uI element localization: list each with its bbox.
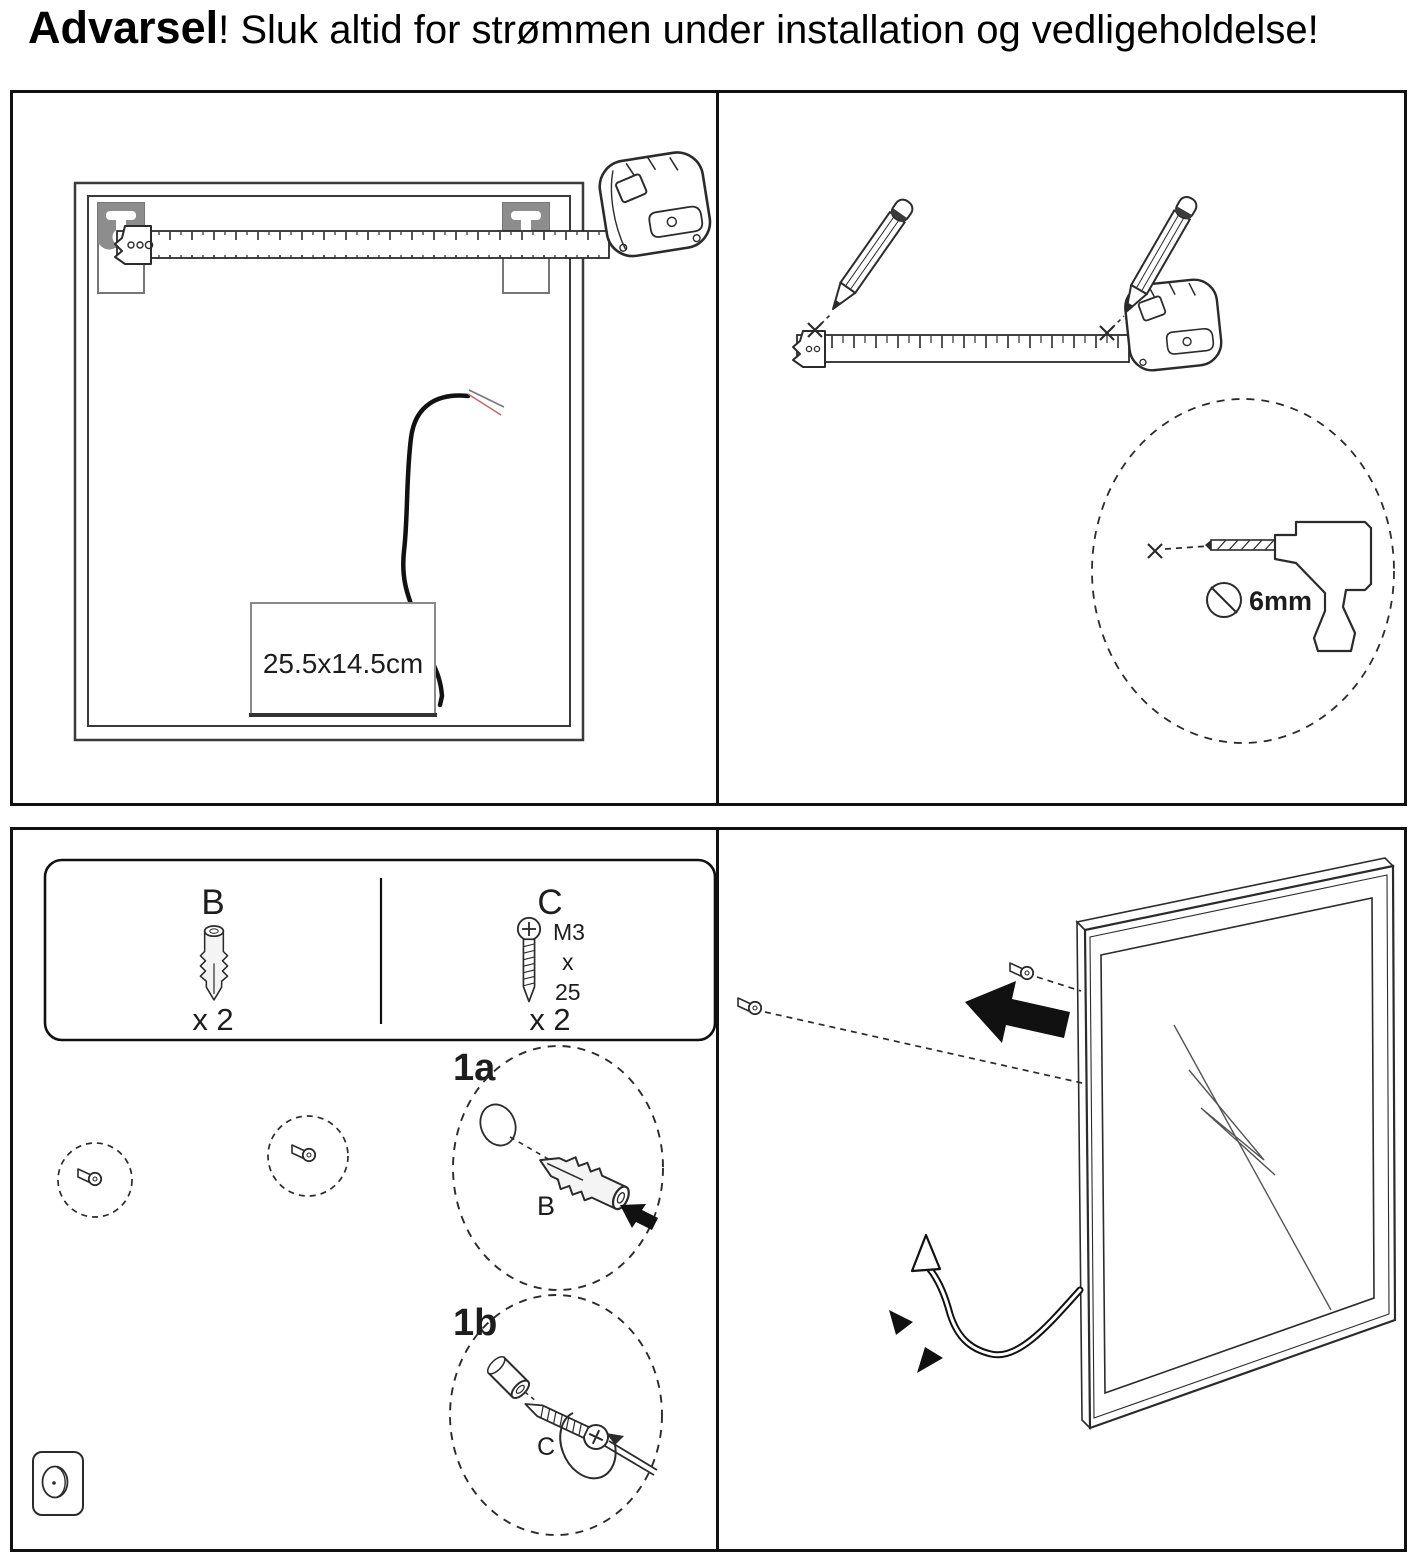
drill-diameter-label: 6mm — [1249, 586, 1313, 616]
step2-diagram — [719, 93, 1404, 803]
panel-step4-mount — [716, 827, 1407, 1552]
screwdriver-icon — [605, 1441, 657, 1475]
detail-1b — [450, 1295, 662, 1535]
insert-arrow-icon — [620, 1204, 658, 1230]
pencil-icon — [826, 197, 916, 315]
wall-mark-icon — [58, 1143, 132, 1217]
warning-word: Advarsel — [28, 2, 219, 53]
screw-icon — [1010, 963, 1033, 979]
detail-1b-part-label: C — [536, 1433, 556, 1461]
part-c-spec-line2: x — [562, 949, 574, 975]
mirror-icon — [1077, 858, 1395, 1428]
wall-mark-icon — [268, 1116, 348, 1196]
x-mark-icon — [1148, 544, 1162, 558]
warning-text: ! Sluk altid for strømmen under installation og vedligeholdelse! — [218, 8, 1319, 52]
panel-step2-mark-drill — [716, 90, 1407, 806]
part-b-qty: x 2 — [192, 1002, 234, 1037]
mount-arrow-icon — [965, 981, 1070, 1043]
part-c-label: C — [537, 883, 563, 922]
screw-icon — [520, 1393, 612, 1453]
part-b-label: B — [201, 883, 225, 922]
detail-1a-part-label: B — [536, 1191, 556, 1221]
cable-direction-arrow-icon — [912, 1235, 940, 1271]
step3-diagram — [13, 830, 716, 1549]
screw-icon — [738, 998, 761, 1014]
tuck-arrow-icon — [889, 1310, 913, 1335]
diameter-icon — [1207, 583, 1241, 617]
step4-diagram — [719, 830, 1404, 1549]
connection-box-icon — [249, 603, 437, 715]
step1-diagram — [13, 93, 716, 803]
page-title — [28, 2, 1319, 54]
tape-measure-icon — [596, 149, 714, 260]
panel-step3-anchors — [10, 827, 719, 1552]
parts-box — [45, 860, 715, 1040]
panel-step1-measure-back — [10, 90, 719, 806]
power-cable-icon — [889, 1235, 1080, 1373]
tuck-arrow-icon — [917, 1347, 943, 1373]
outlet-icon — [33, 1452, 83, 1515]
detail-1b-label: 1b — [453, 1302, 498, 1344]
wall-anchor-icon — [485, 1354, 532, 1401]
part-c-spec-line3: 25 — [555, 979, 581, 1005]
part-c-qty: x 2 — [529, 1002, 571, 1037]
drill-detail-circle — [1092, 399, 1394, 743]
box-size-label: 25.5x14.5cm — [262, 648, 424, 679]
detail-1a-label: 1a — [453, 1047, 496, 1089]
tape-measure-band — [117, 231, 609, 258]
detail-1a — [453, 1046, 663, 1290]
part-c-spec-line1: M3 — [553, 919, 585, 945]
tape-measure-band — [793, 331, 1129, 367]
